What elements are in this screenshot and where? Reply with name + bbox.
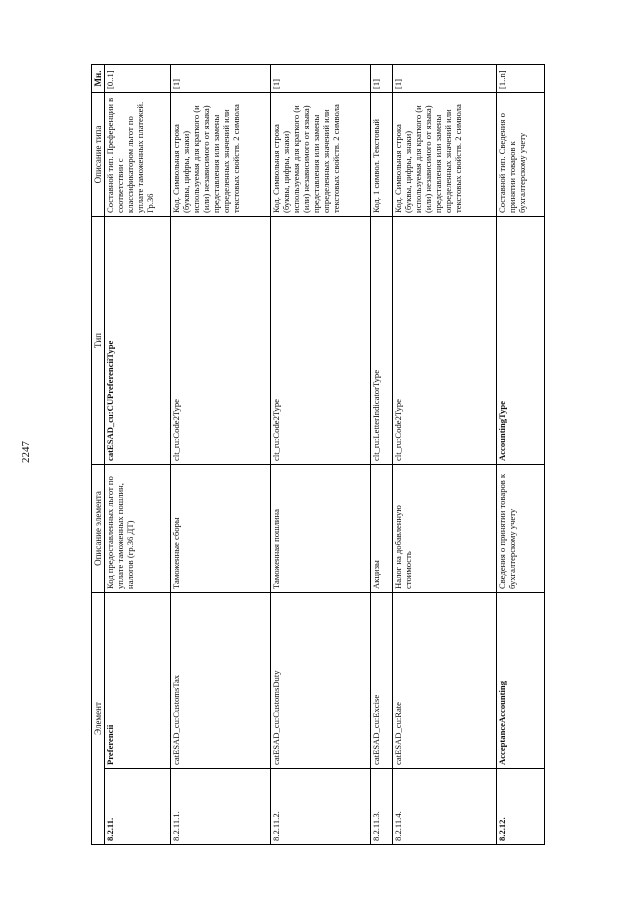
row-mn: [1] xyxy=(371,65,393,93)
header-element-description: Описание элемента xyxy=(92,465,105,593)
row-type-description: Составной тип. Сведения о принятии товаров к бухгалтерскому учету xyxy=(497,93,545,217)
header-type-description: Описание типа xyxy=(92,93,105,217)
row-code: 8.2.11.3. xyxy=(371,769,393,845)
row-code: 8.2.11.4. xyxy=(393,769,497,845)
row-element-name: catESAD_cu:CustomsTax xyxy=(171,593,271,769)
row-type: clt_ru:Code2Type xyxy=(171,217,271,465)
row-mn: [1] xyxy=(271,65,371,93)
row-code: 8.2.12. xyxy=(497,769,545,845)
row-mn: [1] xyxy=(393,65,497,93)
table-row xyxy=(171,65,271,845)
row-type-description: Код. Символьная строка (буквы, цифры, знаки) используемая для краткого (и (или) независимого от языка) представления или замены определенных значений или текстовых свойств. 2 символа xyxy=(271,93,371,217)
row-type-description: Код. 1 символ. Текстовый xyxy=(371,93,393,217)
row-type: catESAD_cu:CUPreferenciiType xyxy=(105,217,171,465)
row-mn: [1..n] xyxy=(497,65,545,93)
row-description: Акцизы xyxy=(371,465,393,593)
table-header-row xyxy=(92,65,105,845)
row-code: 8.2.11.2. xyxy=(271,769,371,845)
table-row xyxy=(497,65,545,845)
row-description: Сведения о принятии товаров к бухгалтерскому учету xyxy=(497,465,545,593)
row-element-name: AcceptanceAccounting xyxy=(497,593,545,769)
row-description: Налог на добавленную стоимость xyxy=(393,465,497,593)
row-code: 8.2.11. xyxy=(105,769,171,845)
header-type: Тип xyxy=(92,217,105,465)
specification-table xyxy=(91,64,545,845)
table-row xyxy=(105,65,171,845)
row-type: clt_ru:Code2Type xyxy=(271,217,371,465)
table-row xyxy=(393,65,497,845)
row-element-name: catESAD_cu:Excise xyxy=(371,593,393,769)
row-mn: [1] xyxy=(171,65,271,93)
row-description: Код предоставленных льгот по уплате таможенных пошлин, налогов (гр.36 ДТ) xyxy=(105,465,171,593)
table-row xyxy=(271,65,371,845)
row-type: AccountingType xyxy=(497,217,545,465)
row-mn: [0..1] xyxy=(105,65,171,93)
row-type: clt_ru:Code2Type xyxy=(393,217,497,465)
header-element: Элемент xyxy=(92,593,105,845)
row-description: Таможенные сборы xyxy=(171,465,271,593)
row-code: 8.2.11.1. xyxy=(171,769,271,845)
row-type-description: Код. Символьная строка (буквы, цифры, знаки) используемая для краткого (и (или) независимого от языка) представления или замены определенных значений или текстовых свойств. 2 символа xyxy=(171,93,271,217)
row-element-name: catESAD_cu:Rate xyxy=(393,593,497,769)
row-element-name: catESAD_cu:CustomsDuty xyxy=(271,593,371,769)
header-mn: Мн. xyxy=(92,65,105,93)
rotated-table-container xyxy=(91,65,608,845)
table-row xyxy=(371,65,393,845)
row-element-name: Preferencii xyxy=(105,593,171,769)
row-type-description: Составной тип. Преференции в соответствии с классификатором льгот по уплате таможенных платежей. Гр.36 xyxy=(105,93,171,217)
row-type: clt_ru:LetterIndicatorType xyxy=(371,217,393,465)
row-description: Таможенная пошлина xyxy=(271,465,371,593)
page-number: 2247 xyxy=(20,441,32,463)
row-type-description: Код. Символьная строка (буквы, цифры, знаки) используемая для краткого (и (или) независимого от языка) представления или замены определенных значений или текстовых свойств. 2 символа xyxy=(393,93,497,217)
